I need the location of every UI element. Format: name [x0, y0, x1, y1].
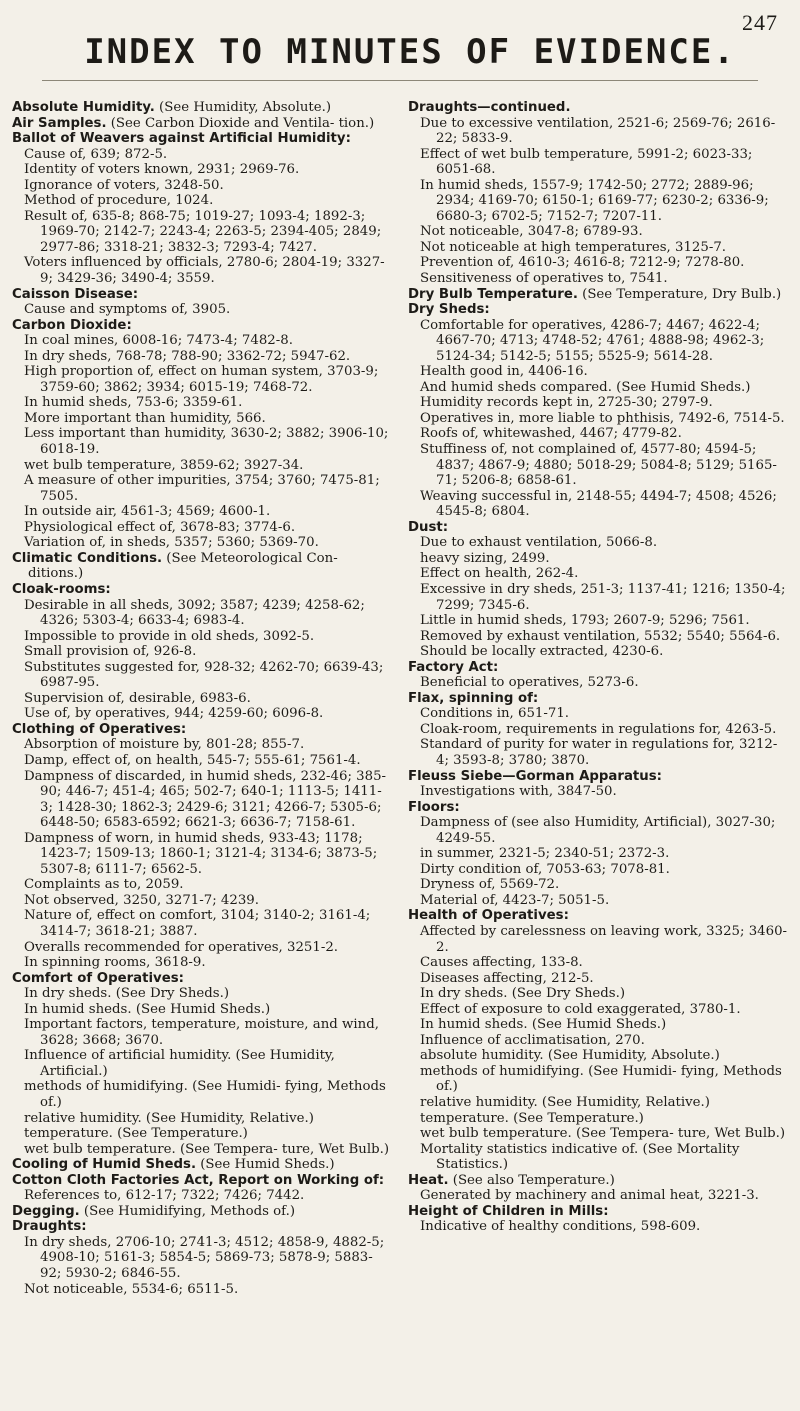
index-subentry: Removed by exhaust ventilation, 5532; 5540; 5564-6.	[420, 628, 781, 644]
index-subentry: And humid sheds compared. (See Humid Sheds.)	[420, 379, 751, 395]
index-subentry: Influence of artificial humidity. (See Humidity, Artificial.)	[24, 1048, 335, 1079]
index-subentry: Substitutes suggested for, 928-32; 4262-70; 6639-43; 6987-95.	[24, 659, 384, 691]
heading-term: Carbon Dioxide:	[12, 317, 132, 333]
index-subentry: temperature. (See Temperature.)	[420, 1110, 644, 1126]
index-subentry: Operatives in, more liable to phthisis, 7492-6, 7514-5.	[420, 410, 785, 426]
index-subentry: Impossible to provide in old sheds, 3092-5.	[24, 628, 315, 644]
heading-term: Cotton Cloth Factories Act, Report on Working of:	[12, 1172, 385, 1188]
index-subentry: Humidity records kept in, 2725-30; 2797-9.	[420, 395, 713, 411]
heading-term: Absolute Humidity.	[12, 100, 155, 115]
index-subentry: Not noticeable, 3047-8; 6789-93.	[420, 224, 643, 240]
index-subentry: Identity of voters known, 2931; 2969-76.	[24, 162, 300, 178]
heading-term: Air Samples.	[12, 115, 107, 131]
index-subentry: Diseases affecting, 212-5.	[420, 970, 594, 986]
index-subentry: Cause of, 639; 872-5.	[24, 146, 168, 162]
index-subentry: Little in humid sheds, 1793; 2607-9; 5296; 7561.	[420, 613, 750, 629]
index-heading	[12, 582, 392, 598]
index-subentry: temperature. (See Temperature.)	[24, 1126, 248, 1142]
index-heading	[408, 1204, 788, 1220]
heading-term: Degging.	[12, 1203, 80, 1219]
index-subentry: Method of procedure, 1024.	[24, 193, 214, 209]
index-subentry: Not noticeable, 5534-6; 6511-5.	[24, 1281, 239, 1297]
index-subentry: wet bulb temperature. (See Tempera- ture, Wet Bulb.)	[420, 1126, 786, 1142]
index-subentry: Use of, by operatives, 944; 4259-60; 6096-8.	[24, 706, 324, 722]
index-subentry: In coal mines, 6008-16; 7473-4; 7482-8.	[24, 333, 293, 349]
index-subentry: Investigations with, 3847-50.	[420, 784, 617, 800]
index-subentry: High proportion of, effect on human system, 3703-9; 3759-60; 3862; 3934; 6015-19; 7468-72.	[24, 364, 379, 395]
index-heading	[12, 116, 392, 132]
index-subentry: Sensitiveness of operatives to, 7541.	[420, 271, 668, 287]
index-heading	[12, 1219, 392, 1235]
index-subentry: Dampness of discarded, in humid sheds, 232-46; 385-90; 446-7; 451-4; 465; 502-7; 640-1; 1113-5; 1411-3; 1428-30; 1862-3; 2429-6; 3121; 4266-7; 5305-6; 6448-50; 6583-6592; 6621-3; 6636-7; 7158-61.	[24, 768, 387, 831]
index-subentry: wet bulb temperature, 3859-62; 3927-34.	[24, 457, 304, 473]
index-subentry: In spinning rooms, 3618-9.	[24, 955, 206, 971]
index-subentry: Affected by carelessness on leaving work, 3325; 3460-2.	[420, 923, 788, 955]
index-subentry: Effect of wet bulb temperature, 5991-2; 6023-33; 6051-68.	[420, 146, 753, 178]
index-heading	[12, 1204, 392, 1220]
heading-term: Floors:	[408, 799, 460, 815]
index-subentry: Result of, 635-8; 868-75; 1019-27; 1093-4; 1892-3; 1969-70; 2142-7; 2243-4; 2263-5; 2394-405; 2849; 2977-86; 3318-21; 3832-3; 7293-4; 7427.	[24, 208, 382, 255]
index-heading	[408, 908, 788, 924]
index-heading	[408, 287, 788, 303]
index-heading	[12, 1173, 392, 1189]
index-subentry: Health good in, 4406-16.	[420, 364, 588, 380]
heading-term: Cooling of Humid Sheds.	[12, 1157, 197, 1173]
index-subentry: methods of humidifying. (See Humidi- fying, Methods of.)	[420, 1063, 782, 1095]
index-heading	[408, 1173, 788, 1189]
heading-term: Draughts:	[12, 1219, 87, 1235]
index-heading	[408, 302, 788, 318]
index-subentry: Not noticeable at high temperatures, 3125-7.	[420, 239, 727, 255]
index-subentry: Voters influenced by officials, 2780-6; 2804-19; 3327-9; 3429-36; 3490-4; 3559.	[24, 255, 385, 287]
index-subentry: In dry sheds, 768-78; 788-90; 3362-72; 5947-62.	[24, 348, 351, 364]
index-heading	[408, 100, 788, 116]
index-subentry: Absorption of moisture by, 801-28; 855-7.	[24, 737, 305, 753]
index-subentry: In humid sheds. (See Humid Sheds.)	[420, 1017, 667, 1033]
index-subentry: Generated by machinery and animal heat, 3221-3.	[420, 1188, 759, 1204]
index-subentry: In humid sheds. (See Humid Sheds.)	[24, 1001, 271, 1017]
index-subentry: Material of, 4423-7; 5051-5.	[420, 892, 610, 908]
index-heading	[12, 722, 392, 738]
index-subentry: Excessive in dry sheds, 251-3; 1137-41; 1216; 1350-4; 7299; 7345-6.	[420, 581, 786, 613]
index-subentry: Supervision of, desirable, 6983-6.	[24, 690, 251, 706]
index-subentry: Effect of exposure to cold exaggerated, 3780-1.	[420, 1001, 741, 1017]
index-subentry: Small provision of, 926-8.	[24, 644, 197, 660]
index-heading	[12, 100, 392, 116]
index-subentry: Complaints as to, 2059.	[24, 877, 184, 893]
page-title: INDEX TO MINUTES OF EVIDENCE.	[84, 32, 736, 72]
index-subentry: Less important than humidity, 3630-2; 3882; 3906-10; 6018-19.	[24, 426, 389, 458]
index-subentry: Mortality statistics indicative of. (See Mortality Statistics.)	[420, 1141, 740, 1173]
heading-term: Health of Operatives:	[408, 908, 569, 924]
heading-term: Dry Bulb Temperature.	[408, 286, 578, 302]
heading-reference: (See Humidifying, Methods of.)	[79, 1203, 296, 1219]
index-subentry: Not observed, 3250, 3271-7; 4239.	[24, 892, 259, 908]
index-heading	[12, 131, 392, 147]
index-subentry: Weaving successful in, 2148-55; 4494-7; 4508; 4526; 4545-8; 6804.	[420, 488, 777, 520]
index-subentry: wet bulb temperature. (See Tempera- ture, Wet Bulb.)	[24, 1141, 390, 1157]
index-subentry: Overalls recommended for operatives, 3251-2.	[24, 939, 339, 955]
index-subentry: Physiological effect of, 3678-83; 3774-6.	[24, 519, 296, 535]
index-subentry: Dryness of, 5569-72.	[420, 877, 560, 893]
index-subentry: Damp, effect of, on health, 545-7; 555-61; 7561-4.	[24, 752, 361, 768]
index-subentry: Due to exhaust ventilation, 5066-8.	[420, 535, 658, 551]
heading-reference: (See Humid Sheds.)	[196, 1157, 335, 1173]
index-subentry: Causes affecting, 133-8.	[420, 955, 583, 971]
index-subentry: In dry sheds. (See Dry Sheds.)	[24, 986, 230, 1002]
index-subentry: More important than humidity, 566.	[24, 410, 266, 426]
title-rule	[42, 80, 758, 81]
heading-term: Caisson Disease:	[12, 286, 139, 302]
heading-term: Cloak-rooms:	[12, 581, 111, 597]
index-subentry: In dry sheds, 2706-10; 2741-3; 4512; 4858-9, 4882-5; 4908-10; 5161-3; 5854-5; 5869-73; 5878-9; 5883-92; 5930-2; 6846-55.	[24, 1234, 385, 1282]
index-subentry: Cloak-room, requirements in regulations for, 4263-5.	[420, 721, 777, 737]
index-subentry: methods of humidifying. (See Humidi- fying, Methods of.)	[24, 1079, 386, 1110]
right-column	[408, 100, 788, 1400]
heading-term: Draughts—continued.	[408, 100, 571, 115]
index-heading	[408, 691, 788, 707]
index-subentry: Stuffiness of, not complained of, 4577-80; 4594-5; 4837; 4867-9; 4880; 5018-29; 5084-8; 5129; 5165-71; 5206-8; 6858-61.	[420, 442, 777, 489]
index-subentry: A measure of other impurities, 3754; 3760; 7475-81; 7505.	[24, 473, 380, 504]
index-subentry: Dampness of worn, in humid sheds, 933-43; 1178; 1423-7; 1509-13; 1860-1; 3121-4; 3134-6; 3873-5; 5307-8; 6111-7; 6562-5.	[24, 830, 378, 877]
heading-term: Factory Act:	[408, 659, 499, 675]
index-subentry: relative humidity. (See Humidity, Relative.)	[24, 1110, 314, 1126]
index-heading	[12, 1157, 392, 1173]
heading-reference: (See Temperature, Dry Bulb.)	[577, 286, 782, 302]
index-heading	[408, 520, 788, 536]
index-subentry: Indicative of healthy conditions, 598-609.	[420, 1219, 701, 1235]
index-subentry: Standard of purity for water in regulations for, 3212-4; 3593-8; 3780; 3870.	[420, 737, 778, 768]
index-subentry: Effect on health, 262-4.	[420, 566, 579, 582]
index-subentry: In humid sheds, 753-6; 3359-61.	[24, 395, 243, 411]
index-subentry: heavy sizing, 2499.	[420, 550, 550, 566]
heading-term: Height of Children in Mills:	[408, 1203, 609, 1219]
heading-term: Climatic Conditions.	[12, 550, 163, 566]
index-subentry: absolute humidity. (See Humidity, Absolute.)	[420, 1048, 720, 1064]
index-heading	[408, 769, 788, 785]
index-subentry: in summer, 2321-5; 2340-51; 2372-3.	[420, 846, 670, 862]
page-number: 247	[742, 10, 778, 35]
index-subentry: Important factors, temperature, moisture, and wind, 3628; 3668; 3670.	[24, 1017, 379, 1048]
index-subentry: Ignorance of voters, 3248-50.	[24, 177, 224, 193]
index-subentry: Dirty condition of, 7053-63; 7078-81.	[420, 861, 670, 877]
index-subentry: Comfortable for operatives, 4286-7; 4467; 4622-4; 4667-70; 4713; 4748-52; 4761; 4888-98; 4962-3; 5124-34; 5142-5; 5155; 5525-9; 5614-28.	[420, 317, 765, 364]
index-heading	[408, 800, 788, 816]
heading-term: Dust:	[408, 519, 449, 535]
index-subentry: Beneficial to operatives, 5273-6.	[420, 675, 639, 691]
index-subentry: Prevention of, 4610-3; 4616-8; 7212-9; 7278-80.	[420, 255, 745, 271]
index-subentry: Variation of, in sheds, 5357; 5360; 5369-70.	[24, 535, 319, 551]
heading-reference: (See also Temperature.)	[448, 1172, 615, 1188]
index-subentry: Nature of, effect on comfort, 3104; 3140-2; 3161-4; 3414-7; 3618-21; 3887.	[24, 908, 371, 939]
index-subentry: Due to excessive ventilation, 2521-6; 2569-76; 2616-22; 5833-9.	[420, 115, 776, 147]
index-heading	[12, 551, 392, 582]
index-heading	[408, 660, 788, 676]
index-subentry: References to, 612-17; 7322; 7426; 7442.	[24, 1188, 305, 1204]
heading-term: Fleuss Siebe—Gorman Apparatus:	[408, 768, 662, 784]
index-subentry: Conditions in, 651-71.	[420, 706, 570, 722]
heading-reference: (See Carbon Dioxide and Ventila- tion.)	[106, 115, 375, 131]
heading-term: Dry Sheds:	[408, 302, 490, 318]
index-heading	[12, 971, 392, 987]
index-subentry: Influence of acclimatisation, 270.	[420, 1032, 645, 1048]
index-subentry: Dampness of (see also Humidity, Artificial), 3027-30; 4249-55.	[420, 815, 776, 846]
index-subentry: In humid sheds, 1557-9; 1742-50; 2772; 2889-96; 2934; 4169-70; 6150-1; 6169-77; 6230-2; 6336-9; 6680-3; 6702-5; 7152-7; 7207-11.	[420, 177, 769, 224]
heading-reference: (See Humidity, Absolute.)	[154, 100, 332, 115]
heading-term: Ballot of Weavers against Artificial Humidity:	[12, 131, 351, 147]
heading-term: Comfort of Operatives:	[12, 970, 184, 986]
heading-term: Flax, spinning of:	[408, 690, 539, 706]
index-subentry: In dry sheds. (See Dry Sheds.)	[420, 986, 626, 1002]
index-subentry: In outside air, 4561-3; 4569; 4600-1.	[24, 504, 271, 520]
index-subentry: Cause and symptoms of, 3905.	[24, 302, 231, 318]
heading-term: Heat.	[408, 1172, 449, 1188]
left-column	[12, 100, 392, 1400]
heading-reference: (See Meteorological Con- ditions.)	[28, 550, 338, 582]
index-subentry: Should be locally extracted, 4230-6.	[420, 644, 664, 660]
index-subentry: relative humidity. (See Humidity, Relative.)	[420, 1095, 710, 1110]
index-heading	[12, 318, 392, 334]
heading-term: Clothing of Operatives:	[12, 721, 187, 737]
index-subentry: Desirable in all sheds, 3092; 3587; 4239; 4258-62; 4326; 5303-4; 6633-4; 6983-4.	[24, 597, 365, 629]
index-heading	[12, 287, 392, 303]
index-subentry: Roofs of, whitewashed, 4467; 4779-82.	[420, 426, 682, 442]
